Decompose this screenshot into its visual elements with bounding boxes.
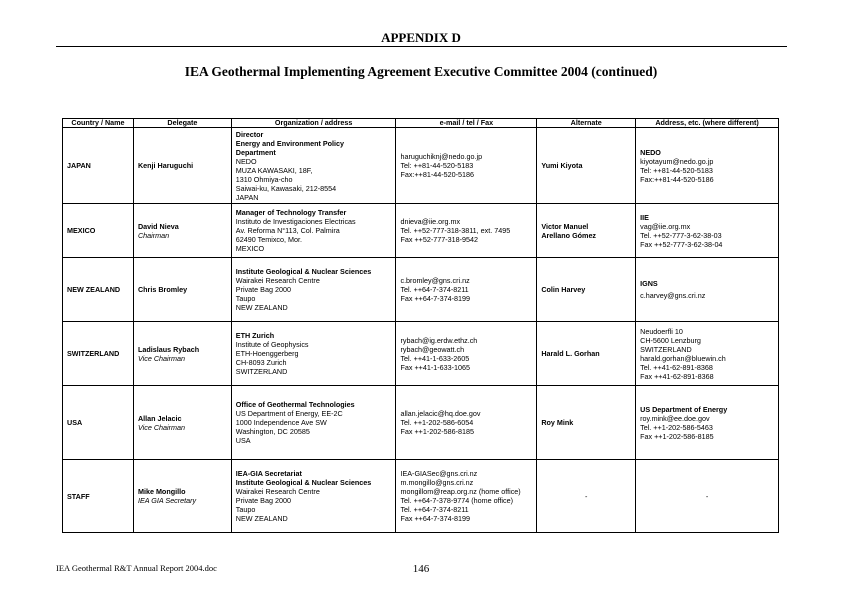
organization-line: 62490 Temixco, Mor.	[235, 235, 302, 244]
organization-cell	[231, 460, 396, 533]
contact-line: Tel. ++52-777-318-3811, ext. 7495	[400, 226, 511, 235]
organization-line: MUZA KAWASAKI, 18F,	[235, 165, 313, 175]
delegate-cell	[133, 204, 231, 258]
table-row	[63, 128, 779, 204]
delegate-name: Ladislaus Rybach	[137, 344, 200, 354]
contact-line: Tel. ++64-7-374-8211	[400, 505, 469, 514]
alternate-address-line: Tel: ++81-44-520-5183	[640, 165, 713, 175]
contact-line: Fax ++64-7-374-8199	[400, 294, 470, 303]
country-cell	[63, 386, 134, 460]
contact-line: Fax ++52-777-318-9542	[400, 235, 478, 244]
contact-line: c.bromley@gns.cri.nz	[400, 276, 470, 285]
organization-line: Private Bag 2000	[235, 496, 291, 505]
alternate-cell	[537, 204, 636, 258]
alternate-org: US Department of Energy	[640, 404, 728, 414]
contact-line: rybach@geowatt.ch	[400, 344, 465, 354]
contact-line: Tel. ++64-7-378-9774 (home office)	[400, 496, 514, 505]
alternate-address-cell	[636, 460, 779, 533]
organization-line: MEXICO	[235, 244, 265, 253]
alternate-address-line: Neudoerfli 10	[640, 326, 683, 336]
alternate-cell	[537, 386, 636, 460]
contact-line: Fax ++64-7-374-8199	[400, 514, 470, 523]
alternate-name: Harald L. Gorhan	[541, 349, 600, 358]
alternate-address-line: Fax ++52-777-3-62-38-04	[640, 239, 723, 249]
country-cell	[63, 460, 134, 533]
alternate-address-line: Tel. ++41-62-891-8368	[640, 362, 713, 372]
organization-heading: Department	[235, 147, 276, 157]
table-row	[63, 386, 779, 460]
contact-line: mongillom@reap.org.nz (home office)	[400, 487, 521, 496]
organization-line: Saiwai-ku, Kawasaki, 212-8554	[235, 183, 337, 193]
footer-report-name: IEA Geothermal R&T Annual Report 2004.doc	[56, 563, 217, 573]
column-header: e-mail / tel / Fax	[396, 119, 537, 128]
country-cell	[63, 322, 134, 386]
contact-line: m.mongillo@gns.cri.nz	[400, 478, 474, 487]
alternate-address-line: c.harvey@gns.cri.nz	[640, 291, 706, 300]
column-header: Country / Name	[63, 119, 134, 128]
contact-cell	[396, 460, 537, 533]
contact-line: dnieva@iie.org.mx	[400, 217, 461, 226]
organization-heading: Manager of Technology Transfer	[235, 208, 347, 217]
organization-cell	[231, 128, 396, 204]
delegate-name: Allan Jelacic	[137, 413, 182, 423]
organization-cell	[231, 386, 396, 460]
delegate-cell	[133, 460, 231, 533]
country-name: USA	[67, 418, 83, 427]
contact-cell	[396, 204, 537, 258]
alternate-address-line: vag@iie.org.mx	[640, 221, 691, 231]
organization-line: 1310 Ohmiya-cho	[235, 174, 293, 184]
organization-heading: Energy and Environment Policy	[235, 138, 345, 148]
organization-line: Wairakei Research Centre	[235, 276, 320, 285]
column-header: Delegate	[133, 119, 231, 128]
column-header: Organization / address	[231, 119, 396, 128]
table-row	[63, 322, 779, 386]
delegate-name: Chris Bromley	[137, 285, 188, 294]
organization-line: NEW ZEALAND	[235, 303, 288, 312]
country-name: NEW ZEALAND	[67, 285, 121, 294]
alternate-address-cell	[636, 386, 779, 460]
alternate-address-line: roy.mink@ee.doe.gov	[640, 413, 710, 423]
organization-line: SWITZERLAND	[235, 367, 288, 376]
contact-line: Tel. ++64-7-374-8211	[400, 285, 469, 294]
table-row	[63, 460, 779, 533]
delegate-role: Vice Chairman	[137, 353, 185, 363]
contact-cell	[396, 386, 537, 460]
organization-line: USA	[235, 436, 251, 445]
country-cell	[63, 258, 134, 322]
organization-cell	[231, 322, 396, 386]
alternate-address-line: kiyotayum@nedo.go.jp	[640, 156, 714, 166]
organization-line: 1000 Independence Ave SW	[235, 418, 327, 427]
alternate-org: IGNS	[640, 279, 658, 288]
delegate-name: Kenji Haruguchi	[137, 161, 194, 170]
alternate-name: -	[585, 491, 588, 501]
alternate-name: Colin Harvey	[541, 285, 586, 294]
contact-cell	[396, 128, 537, 204]
organization-line: ETH-Hoenggerberg	[235, 349, 299, 358]
organization-line: Taupo	[235, 505, 256, 514]
column-header: Address, etc. (where different)	[636, 119, 779, 128]
country-name: SWITZERLAND	[67, 349, 120, 358]
organization-cell	[231, 258, 396, 322]
alternate-address-line: CH-5600 Lenzburg	[640, 335, 701, 345]
country-name: JAPAN	[67, 161, 91, 170]
alternate-address-cell	[636, 128, 779, 204]
column-header: Alternate	[537, 119, 636, 128]
organization-line: CH-8093 Zurich	[235, 358, 287, 367]
delegate-cell	[133, 258, 231, 322]
organization-heading: Office of Geothermal Technologies	[235, 400, 355, 409]
alternate-address-line: Fax ++1-202-586-8185	[640, 431, 714, 441]
organization-line: Wairakei Research Centre	[235, 487, 320, 496]
alternate-address-cell	[636, 258, 779, 322]
organization-heading: Institute Geological & Nuclear Sciences	[235, 478, 372, 487]
committee-table	[62, 118, 779, 533]
delegate-role: IEA GIA Secretary	[137, 496, 197, 505]
delegate-role: Chairman	[137, 230, 170, 240]
heading-rule	[56, 46, 787, 47]
organization-line: Taupo	[235, 294, 256, 303]
contact-cell	[396, 258, 537, 322]
contact-line: Fax:++81-44-520-5186	[400, 170, 474, 179]
alternate-address-cell	[636, 322, 779, 386]
organization-line: Institute of Geophysics	[235, 340, 309, 349]
organization-line: NEW ZEALAND	[235, 514, 288, 523]
contact-cell	[396, 322, 537, 386]
organization-cell	[231, 204, 396, 258]
contact-line: haruguchiknj@nedo.go.jp	[400, 152, 483, 161]
alternate-address-line: harald.gorhan@bluewin.ch	[640, 353, 726, 363]
delegate-cell	[133, 322, 231, 386]
contact-line: Fax ++1-202-586-8185	[400, 427, 474, 436]
country-cell	[63, 204, 134, 258]
organization-line: Washington, DC 20585	[235, 427, 310, 436]
alternate-cell	[537, 258, 636, 322]
alternate-address-line: Fax ++41-62-891-8368	[640, 371, 714, 381]
country-cell	[63, 128, 134, 204]
appendix-heading: APPENDIX D	[381, 30, 461, 45]
contact-line: Tel. ++41-1-633-2605	[400, 353, 470, 363]
page-number: 146	[412, 563, 430, 575]
organization-line: US Department of Energy, EE-2C	[235, 409, 343, 418]
organization-heading: Director	[235, 129, 264, 139]
delegate-name: Mike Mongillo	[137, 487, 186, 496]
table-header-row	[63, 119, 779, 128]
alternate-address-line: Tel. ++1-202-586-5463	[640, 422, 713, 432]
contact-line: Tel: ++81-44-520-5183	[400, 161, 474, 170]
alternate-address-line: SWITZERLAND	[640, 344, 692, 354]
delegate-cell	[133, 386, 231, 460]
organization-line: Instituto de Investigaciones Electricas	[235, 217, 356, 226]
alternate-org: IIE	[640, 212, 649, 222]
contact-line: IEA-GIASec@gns.cri.nz	[400, 469, 478, 478]
organization-heading: IEA-GIA Secretariat	[235, 469, 302, 478]
alternate-cell	[537, 460, 636, 533]
alternate-name: Arellano Gómez	[541, 230, 597, 240]
alternate-org: NEDO	[640, 147, 661, 157]
organization-heading: ETH Zurich	[235, 331, 275, 340]
contact-line: Tel. ++1-202-586-6054	[400, 418, 474, 427]
organization-line: Private Bag 2000	[235, 285, 291, 294]
alternate-name: Victor Manuel	[541, 221, 589, 231]
contact-line: rybach@ig.erdw.ethz.ch	[400, 335, 478, 345]
organization-line: NEDO	[235, 156, 257, 166]
alternate-name: Yumi Kiyota	[541, 161, 583, 170]
country-name: STAFF	[67, 491, 90, 501]
contact-line: allan.jelacic@hq.doe.gov	[400, 409, 481, 418]
alternate-address-cell	[636, 204, 779, 258]
alternate-address-line: -	[705, 491, 709, 501]
delegate-name: David Nieva	[137, 221, 179, 231]
organization-heading: Institute Geological & Nuclear Sciences	[235, 267, 372, 276]
delegate-role: Vice Chairman	[137, 422, 185, 432]
table-row	[63, 258, 779, 322]
alternate-address-line: Fax:++81-44-520-5186	[640, 174, 714, 184]
page-title: IEA Geothermal Implementing Agreement Executive Committee 2004 (continued)	[184, 64, 658, 79]
alternate-cell	[537, 322, 636, 386]
country-name: MEXICO	[67, 226, 96, 235]
delegate-cell	[133, 128, 231, 204]
alternate-address-line: Tel. ++52-777-3-62-38-03	[640, 230, 722, 240]
table-row	[63, 204, 779, 258]
contact-line: Fax ++41-1-633-1065	[400, 362, 470, 372]
organization-line: JAPAN	[235, 192, 259, 202]
organization-line: Av. Reforma N°113, Col. Palmira	[235, 226, 340, 235]
alternate-name: Roy Mink	[541, 418, 574, 427]
alternate-cell	[537, 128, 636, 204]
